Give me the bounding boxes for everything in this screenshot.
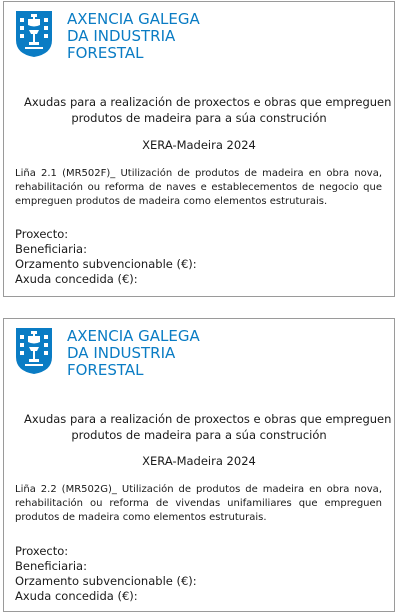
title-line-2: produtos de madeira para a súa construción [71,428,327,442]
title-line-1: Axudas para a realización de proxectos e obras que empreguen [24,412,392,426]
field-proxecto: Proxecto: [15,227,69,241]
agency-line-3: FORESTAL [67,361,144,379]
title-line-2: produtos de madeira para a súa construción [71,111,327,125]
title-line-1: Axudas para a realización de proxectos e obras que empreguen [24,95,392,109]
poster-card-2 [3,318,395,612]
agency-line-2: DA INDUSTRIA [67,27,176,45]
agency-line-3: FORESTAL [67,44,144,62]
coat-of-arms-icon [15,10,53,58]
field-list [15,227,197,287]
line-description: Liña 2.1 (MR502F)_ Utilización de produtos de madeira en obra nova, rehabilitación ou reforma de naves e establecementos de negocio que empreguen produtos de madeira como elementos estruturais. [15,168,382,207]
line-description: Liña 2.2 (MR502G)_ Utilización de produtos de madeira en obra nova, rehabilitación ou reforma de vivendas unifamiliares que empreguen produtos de madeira como elementos estruturais. [15,484,382,523]
agency-line-1: AXENCIA GALEGA [67,10,200,28]
field-proxecto: Proxecto: [15,544,69,558]
poster-card-1 [3,1,395,297]
coat-of-arms-icon [15,327,53,375]
field-list [15,544,197,604]
agency-line-2: DA INDUSTRIA [67,344,176,362]
edition-label: XERA-Madeira 2024 [142,454,256,468]
field-orzamento: Orzamento subvencionable (€): [15,257,197,271]
field-beneficiaria: Beneficiaria: [15,559,87,573]
agency-name [67,11,200,62]
field-orzamento: Orzamento subvencionable (€): [15,574,197,588]
field-axuda: Axuda concedida (€): [15,272,138,286]
edition-label: XERA-Madeira 2024 [142,138,256,152]
programme-title [24,411,392,443]
field-beneficiaria: Beneficiaria: [15,242,87,256]
programme-title [24,94,392,126]
field-axuda: Axuda concedida (€): [15,589,138,603]
agency-name [67,328,200,379]
agency-line-1: AXENCIA GALEGA [67,327,200,345]
